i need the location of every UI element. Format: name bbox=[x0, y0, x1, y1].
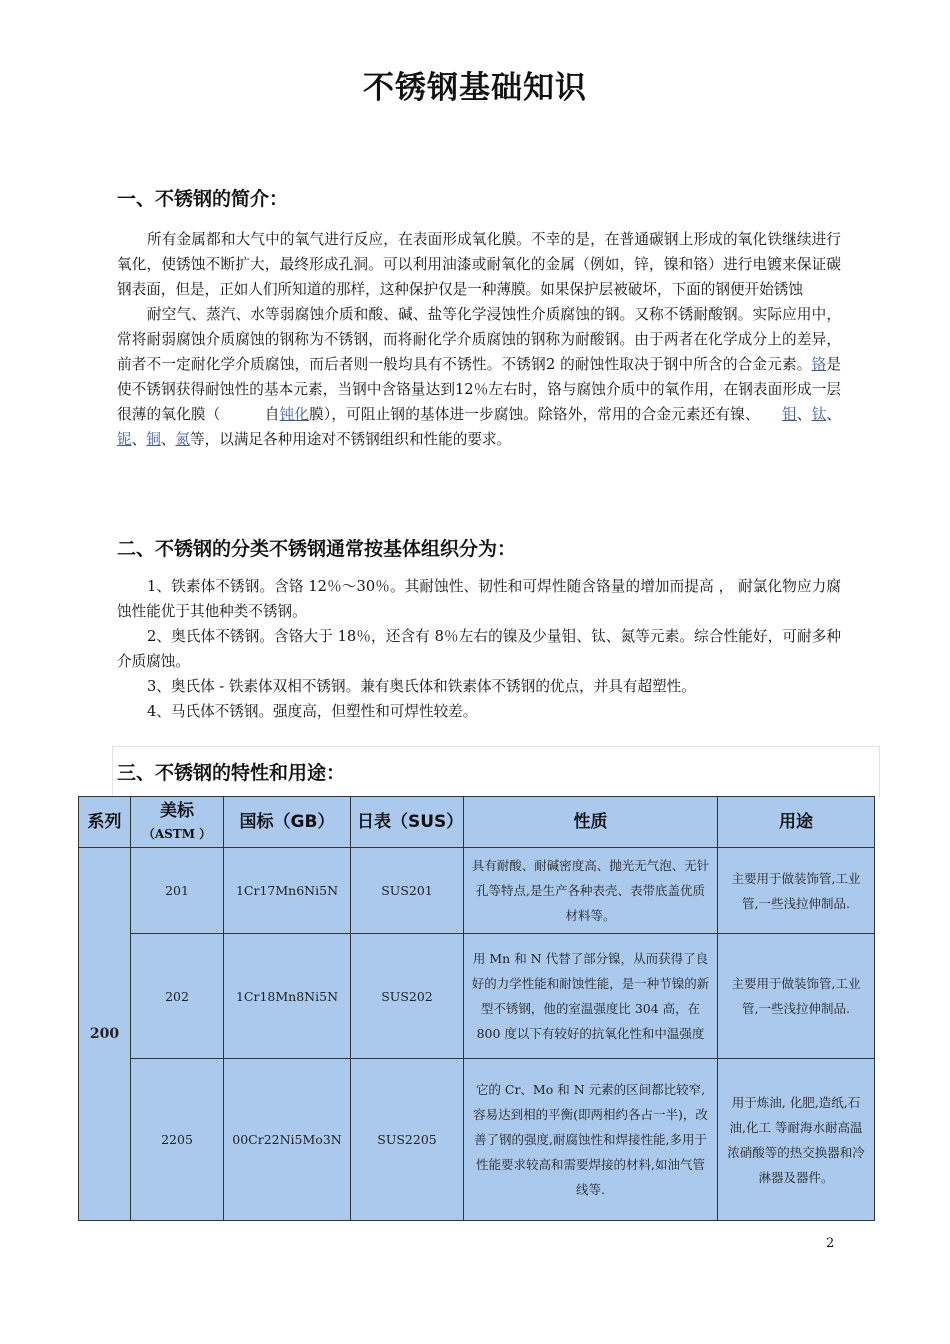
p2-text-a: 耐空气、蒸汽、水等弱腐蚀介质和酸、碱、盐等化学浸蚀性介质腐蚀的钢。又称不锈耐酸钢。实际应用中，常将耐弱腐蚀介质腐蚀的钢称为不锈钢，而将耐化学介质腐蚀的钢称为耐酸钢。由于两者在化学成分上的差异，前者不一定耐化学介质腐蚀，而后者则一般均具有不锈性。不锈钢2 的耐蚀性取决于钢中所含的合金元素。 bbox=[117, 306, 841, 373]
link-titanium[interactable]: 钛 bbox=[811, 406, 827, 423]
astm-cell: 201 bbox=[131, 848, 224, 934]
separator: 、 bbox=[826, 406, 841, 423]
link-molybdenum[interactable]: 钼 bbox=[782, 406, 797, 423]
sus-cell: SUS201 bbox=[351, 848, 464, 934]
link-nitrogen[interactable]: 氮 bbox=[175, 431, 191, 448]
astm-cell: 202 bbox=[131, 934, 224, 1059]
separator: 、 bbox=[796, 406, 812, 423]
property-cell: 它的 Cr、Mo 和 N 元素的区间都比较窄,容易达到相的平衡(即两相约各占一半)，改善了钢的强度,耐腐蚀性和焊接性能,多用于性能要求较高和需要焊接的材料,如油气管线等. bbox=[464, 1059, 718, 1221]
property-cell: 用 Mn 和 N 代替了部分镍，从而获得了良好的力学性能和耐蚀性能，是一种节镍的新型不锈钢，他的室温强度比 304 高，在 800 度以下有较好的抗氧化性和中温强度 bbox=[464, 934, 718, 1059]
header-astm bbox=[131, 797, 224, 848]
p2-text-c: 膜），可阻止钢的基体进一步腐蚀。除铬外，常用的合金元素还有镍、 bbox=[309, 406, 783, 423]
section2-heading: 二、不锈钢的分类不锈钢通常按基体组织分为： bbox=[117, 538, 517, 560]
classification-item-4: 4、马氏体不锈钢。强度高，但塑性和可焊性较差。 bbox=[147, 703, 478, 720]
classification-item-2: 2、奥氏体不锈钢。含铬大于 18％，还含有 8％左右的镍及少量钼、钛、氮等元素。综合性能好，可耐多种介质腐蚀。 bbox=[117, 628, 841, 670]
section2-body bbox=[117, 574, 841, 724]
link-copper[interactable]: 铜 bbox=[146, 431, 161, 448]
table-header-row bbox=[79, 797, 875, 848]
separator: 、 bbox=[160, 431, 176, 448]
link-niobium[interactable]: 铌 bbox=[117, 431, 132, 448]
gb-cell: 00Cr22Ni5Mo3N bbox=[224, 1059, 351, 1221]
link-chromium[interactable]: 铬 bbox=[811, 356, 827, 373]
header-series: 系列 bbox=[79, 797, 131, 848]
property-cell: 具有耐酸、耐碱密度高、抛光无气泡、无针孔等特点,是生产各种表壳、表带底盖优质材料等。 bbox=[464, 848, 718, 934]
classification-item-3: 3、奥氏体 - 铁素体双相不锈钢。兼有奥氏体和铁素体不锈钢的优点，并具有超塑性。 bbox=[147, 678, 696, 695]
series-cell: 200 bbox=[79, 848, 131, 1221]
header-astm-label: 美标 bbox=[160, 800, 194, 821]
separator: 、 bbox=[131, 431, 147, 448]
link-passivation[interactable]: 钝化 bbox=[279, 406, 310, 423]
section1-paragraph-2 bbox=[117, 302, 841, 452]
section1-paragraph-1: 所有金属都和大气中的氧气进行反应，在表面形成氧化膜。不幸的是，在普通碳钢上形成的氧化铁继续进行氧化，使锈蚀不断扩大，最终形成孔洞。可以利用油漆或耐氧化的金属（例如，锌，镍和铬）进行电镀来保证碳钢表面，但是，正如人们所知道的那样，这种保护仅是一种薄膜。如果保护层被破坏，下面的钢便开始锈蚀 bbox=[117, 231, 841, 298]
classification-item-1: 1、铁素体不锈钢。含铬 12％～30％。其耐蚀性、韧性和可焊性随含铬量的增加而提高 ， 耐氯化物应力腐蚀性能优于其他种类不锈钢。 bbox=[117, 578, 841, 620]
gb-cell: 1Cr18Mn8Ni5N bbox=[224, 934, 351, 1059]
table-row bbox=[79, 1059, 875, 1221]
header-sus: 日表（SUS） bbox=[351, 797, 464, 848]
p2-text-b: 是使不锈钢获得耐蚀性的基本元素，当钢中含铬量达到12％左右时，铬与腐蚀介质中的氧作用，在钢表面形成一层很薄的氧化膜（ 自 bbox=[117, 356, 841, 423]
section1-body bbox=[117, 227, 841, 452]
document-title: 不锈钢基础知识 bbox=[363, 70, 587, 106]
header-property: 性质 bbox=[464, 797, 718, 848]
header-usage: 用途 bbox=[718, 797, 875, 848]
p2-text-d: 等，以满足各种用途对不锈钢组织和性能的要求。 bbox=[190, 431, 512, 448]
usage-cell: 用于炼油, 化肥,造纸,石油,化工 等耐海水耐高温浓硝酸等的热交换器和冷淋器及器件。 bbox=[718, 1059, 875, 1221]
section1-heading: 一、不锈钢的简介： bbox=[117, 188, 289, 210]
page-number: 2 bbox=[826, 1236, 835, 1251]
sus-cell: SUS202 bbox=[351, 934, 464, 1059]
section3-heading: 三、不锈钢的特性和用途： bbox=[117, 762, 346, 784]
gb-cell: 1Cr17Mn6Ni5N bbox=[224, 848, 351, 934]
header-astm-sub: （ASTM ） bbox=[142, 826, 212, 841]
sus-cell: SUS2205 bbox=[351, 1059, 464, 1221]
steel-spec-table bbox=[78, 796, 875, 1221]
table-row bbox=[79, 848, 875, 934]
astm-cell: 2205 bbox=[131, 1059, 224, 1221]
header-gb: 国标（GB） bbox=[224, 797, 351, 848]
usage-cell: 主要用于做装饰管,工业管,一些浅拉伸制品. bbox=[718, 848, 875, 934]
usage-cell: 主要用于做装饰管,工业管,一些浅拉伸制品. bbox=[718, 934, 875, 1059]
table-row bbox=[79, 934, 875, 1059]
